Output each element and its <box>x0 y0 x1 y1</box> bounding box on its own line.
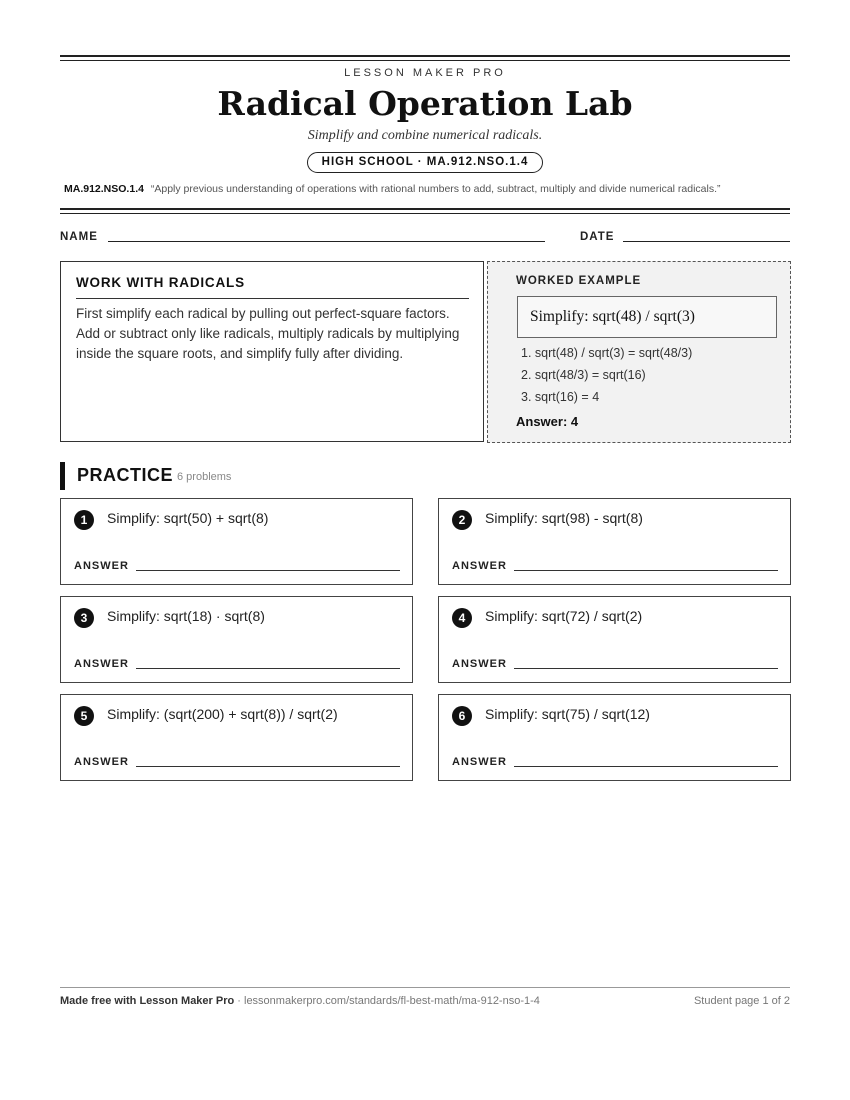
standard-text: “Apply previous understanding of operations with rational numbers to add, subtract, multiply and divide numerical radicals.” <box>150 183 721 195</box>
footer-page-number: Student page 1 of 2 <box>693 995 790 1007</box>
answer-label: ANSWER <box>452 560 507 572</box>
grade-standard-badge-wrap <box>60 152 790 173</box>
answer-label: ANSWER <box>452 658 507 670</box>
instructions-body: First simplify each radical by pulling out perfect-square factors. Add or subtract only like radicals, multiply radicals by multiplying inside the square roots, and simplify fully after dividing. <box>76 306 460 361</box>
standard-description <box>64 183 794 195</box>
problem-number-badge: 5 <box>74 706 94 726</box>
name-field[interactable] <box>108 241 545 242</box>
problem-number-badge: 4 <box>452 608 472 628</box>
problem-card-1 <box>60 498 413 585</box>
problem-text: Simplify: (sqrt(200) + sqrt(8)) / sqrt(2) <box>107 706 338 722</box>
answer-label: ANSWER <box>74 560 129 572</box>
answer-field[interactable] <box>514 766 778 767</box>
problem-text: Simplify: sqrt(98) - sqrt(8) <box>485 510 643 526</box>
worked-example-box <box>487 261 791 443</box>
standard-code: MA.912.NSO.1.4 <box>64 183 144 195</box>
answer-field[interactable] <box>136 766 400 767</box>
practice-heading: PRACTICE <box>77 465 174 485</box>
instructions-heading: WORK WITH RADICALS <box>76 275 245 290</box>
problem-card-6 <box>438 694 791 781</box>
practice-count: 6 problems <box>177 471 232 483</box>
problem-card-5 <box>60 694 413 781</box>
instructions-divider <box>76 298 469 299</box>
footer-credit <box>60 995 540 1007</box>
header-top-rule <box>60 55 790 61</box>
name-label: NAME <box>60 231 98 243</box>
problem-text: Simplify: sqrt(18) · sqrt(8) <box>107 608 265 624</box>
worked-example-step: 3. sqrt(16) = 4 <box>521 390 600 404</box>
problem-card-3 <box>60 596 413 683</box>
practice-accent-bar <box>60 462 65 490</box>
worked-example-answer: Answer: 4 <box>516 414 579 429</box>
answer-field[interactable] <box>136 570 400 571</box>
answer-field[interactable] <box>514 668 778 669</box>
problem-number-badge: 3 <box>74 608 94 628</box>
instructions-box <box>60 261 484 442</box>
footer-url[interactable]: · lessonmakerpro.com/standards/fl-best-math/ma-912-nso-1-4 <box>234 995 540 1007</box>
problem-text: Simplify: sqrt(72) / sqrt(2) <box>485 608 643 624</box>
worked-example-step: 2. sqrt(48/3) = sqrt(16) <box>521 368 646 382</box>
problem-card-4 <box>438 596 791 683</box>
page-title: Radical Operation Lab <box>217 84 633 123</box>
answer-field[interactable] <box>514 570 778 571</box>
worked-example-heading: WORKED EXAMPLE <box>516 275 642 287</box>
answer-field[interactable] <box>136 668 400 669</box>
worked-example-step: 1. sqrt(48) / sqrt(3) = sqrt(48/3) <box>521 346 693 360</box>
answer-label: ANSWER <box>74 756 129 768</box>
page-subtitle: Simplify and combine numerical radicals. <box>307 128 543 143</box>
header-bottom-rule <box>60 208 790 214</box>
date-label: DATE <box>580 231 615 243</box>
problem-number-badge: 1 <box>74 510 94 530</box>
answer-label: ANSWER <box>74 658 129 670</box>
footer-divider <box>60 987 790 988</box>
problem-text: Simplify: sqrt(50) + sqrt(8) <box>107 510 269 526</box>
grade-standard-badge: HIGH SCHOOL · MA.912.NSO.1.4 <box>307 152 544 173</box>
worked-example-prompt: Simplify: sqrt(48) / sqrt(3) <box>517 296 777 338</box>
problem-number-badge: 6 <box>452 706 472 726</box>
problem-text: Simplify: sqrt(75) / sqrt(12) <box>485 706 650 722</box>
footer-made-with: Made free with Lesson Maker Pro <box>60 995 235 1007</box>
date-field[interactable] <box>623 241 790 242</box>
problem-card-2 <box>438 498 791 585</box>
brand-name: LESSON MAKER PRO <box>344 67 506 79</box>
problem-number-badge: 2 <box>452 510 472 530</box>
answer-label: ANSWER <box>452 756 507 768</box>
